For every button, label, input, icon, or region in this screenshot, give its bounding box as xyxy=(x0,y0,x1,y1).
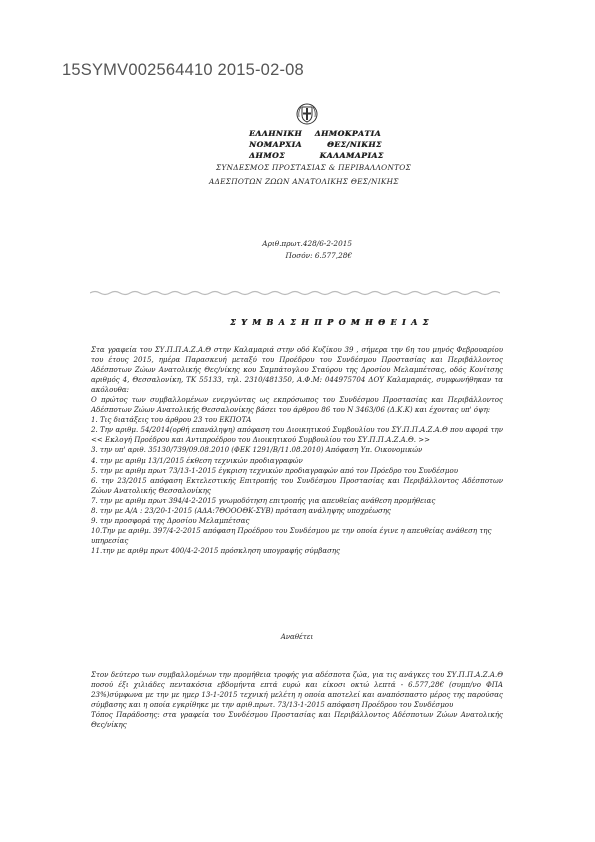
document-title: Σ Υ Μ Β Α Σ Η Π Ρ Ο Μ Η Θ Ε Ι Α Σ xyxy=(230,317,430,327)
considerations-item: 3. την υπ' αριθ. 35130/739/09.08.2010 (ΦΕΚ 1291/Β/11.08.2010) Απόφαση Υπ. Οικονομικών xyxy=(91,445,423,455)
considerations-item: 11.την με αριθμ πρωτ 400/4-2-2015 πρόσκληση υπογραφής σύμβασης xyxy=(91,545,341,555)
header-line-republic: ΕΛΛΗΝΙΚΗ ΔΗΜΟΚΡΑΤΙΑ xyxy=(249,129,381,138)
decorative-divider xyxy=(90,290,500,296)
delivery-place: Τόπος Παράδοσης: στα γραφεία του Συνδέσμου Προστασίας και Περιβάλλοντος Αδέσποτων Ζώων Ανατολικής Θες/νίκης xyxy=(91,710,503,730)
contract-amount: Ποσόν: 6.577,28€ xyxy=(285,251,352,260)
considerations-item: 6. την 23/2015 απόφαση Εκτελεστικής Επιτροπής του Συνδέσμου Προστασίας και Περιβάλλοντος Αδέσποτων Ζώων Ανατολικής Θεσσαλονίκης xyxy=(91,475,503,495)
considerations-item: 8. την με Α/Α : 23/20-1-2015 (ΑΔΑ:7ΘΟΟΟΘΚ-ΣΥΒ) πρόταση ανάληψης υποχρέωσης xyxy=(91,505,391,515)
assignment-paragraph: Στον δεύτερο των συμβαλλομένων την προμήθεια τροφής για αδέσποτα ζώα, για τις ανάγκες του ΣΥ.Π.Π.Α.Ζ.Α.Θ ποσού έξι χιλιάδες πεντακόσια εβδομήντα επτά ευρώ και είκοσι οκτώ λεπτά - 6.577,28€ (συμπ/νο ΦΠΑ 23%)σύμφωνα με την με ημερ 13-1-2015 τεχνική μελέτη η οποία αποτελεί και αναπόσπαστο μέρος της παρούσας σύμβασης και η οποία εγκρίθηκε με την αριθ.πρωτ. 73/13-1-2015 απόφαση Προέδρου του Συνδέσμου xyxy=(91,670,503,710)
considerations-item: 10.Την με αριθμ. 397/4-2-2015 απόφαση Προέδρου του Συνδέσμου με την οποία έγινε η απευθείας ανάθεση της υπηρεσίας xyxy=(91,525,492,545)
considerations-item: 5. την με αριθμ πρωτ 73/13-1-2015 έγκριση τεχνικών προδιαγραφών από τον Πρόεδρο του Συνδέσμου xyxy=(91,465,458,475)
document-id-stamp: 15SYMV002564410 2015-02-08 xyxy=(62,61,304,79)
protocol-number: Αριθ.πρωτ.428/6-2-2015 xyxy=(262,239,352,248)
assignment-section xyxy=(91,670,503,730)
contract-body xyxy=(91,345,503,556)
considerations-item: 1. Τις διατάξεις του άρθρου 23 του ΕΚΠΟΤΑ xyxy=(91,415,252,425)
header-line-municipality: ΔΗΜΟΣ ΚΑΛΑΜΑΡΙΑΣ xyxy=(249,151,384,160)
intro-paragraph: Ο πρώτος των συμβαλλομένων ενεργώντας ως εκπρόσωπος του Συνδέσμου Προστασίας και Περιβάλλοντος Αδέσποτων Ζώων Ανατολικής Θεσσαλονίκης βάσει του άρθρου 86 του Ν 3463/06 (Δ.Κ.Κ) και έχοντας υπ' όψη: xyxy=(91,395,503,415)
greek-coat-of-arms-seal xyxy=(296,103,318,125)
header-line-prefecture: ΝΟΜΑΡΧΙΑ ΘΕΣ/ΝΙΚΗΣ xyxy=(249,140,382,149)
assign-heading: Αναθέτει xyxy=(280,632,314,641)
intro-paragraph: Στα γραφεία του ΣΥ.Π.Π.Α.Ζ.Α.Θ στην Καλαμαριά στην οδό Κυζίκου 39 , σήμερα την 6η του μηνός Φεβρουαρίου του έτους 2015, ημέρα Παρασκευή μεταξύ του Προέδρου του Συνδέσμου Προστασίας και Περιβάλλοντος Αδέσποτων Ζώων Ανατολικής Θες/νίκης κου Σαμπάτογλου Σταύρου της Δροσίου Μελαμπέτσας, οδός Κονίτσης αριθμός 4, Θεσσαλονίκη, ΤΚ 55133, τηλ. 2310/481350, Α.Φ.Μ: 044975704 ΔΟΥ Καλαμαριάς, συμφωνήθηκαν τα ακόλουθα: xyxy=(91,345,503,395)
organization-name-line1: ΣΥΝΔΕΣΜΟΣ ΠΡΟΣΤΑΣΙΑΣ & ΠΕΡΙΒΑΛΛΟΝΤΟΣ xyxy=(216,163,412,172)
considerations-item: 2. Την αριθμ. 54/2014(ορθή επανάληψη) απόφαση του Διοικητικού Συμβουλίου του ΣΥ.Π.Π.Α.Ζ.Α.Θ που αφορά την << Εκλογή Προέδρου και Αντιπροέδρου του Διοικητικού Συμβουλίου του ΣΥ.Π.Π.Α.Ζ.Α.Θ. >> xyxy=(91,425,503,445)
considerations-item: 9. την προσφορά της Δροσίου Μελαμπέτσας xyxy=(91,515,250,525)
organization-name-line2: ΑΔΕΣΠΟΤΩΝ ΖΩΩΝ ΑΝΑΤΟΛΙΚΗΣ ΘΕΣ/ΝΙΚΗΣ xyxy=(209,177,399,186)
considerations-item: 7. την με αριθμ πρωτ 394/4-2-2015 γνωμοδότηση επιτροπής για απευθείας ανάθεση προμήθειας xyxy=(91,495,436,505)
considerations-item: 4. την με αριθμ 13/1/2015 έκθεση τεχνικών προδιαγραφών xyxy=(91,455,303,465)
